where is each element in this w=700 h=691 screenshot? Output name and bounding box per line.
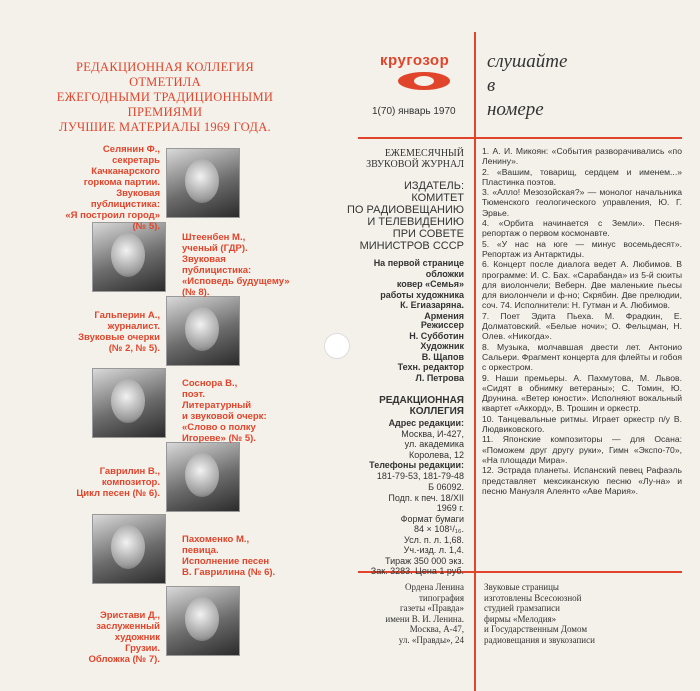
header-rule [358,137,682,139]
tagline: слушайте в номере [487,51,568,120]
contents-item: 11. Японские композиторы — для Осана: «Поможем друг другу руки», Гимн «Экспо-70», «На площади Мира». [482,434,682,465]
caption-galperin: Гальперин А., журналист. Звуковые очерки (№ 2, № 5). [78,310,160,354]
contents-item: 6. Концерт после диалога ведет А. Любимов. В программе: И. С. Бах. «Сарабанда» из 5-й сюиты для виолончели; Веберн. Две маленькие пьесы для виолончели и ф-но; Скрябин. Две прелюдии, соч. 74. Исполнители: Н. Гутман и А. Любимов. [482,259,682,311]
contents-item: 4. «Орбита начинается с Земли». Песня-репортаж о первом космонавте. [482,218,682,239]
photo-pakhomenko [92,514,166,584]
photo-sosnora [92,368,166,438]
contents-item: 12. Эстрада планеты. Испанский певец Рафаэль представляет мексиканскую песню «Лу-на» и песню Мануэля Алеянто «Аве Мария». [482,465,682,496]
publisher: ИЗДАТЕЛЬ: КОМИТЕТ ПО РАДИОВЕЩАНИЮ И ТЕЛЕВИДЕНИЮ ПРИ СОВЕТЕ МИНИСТРОВ СССР [346,180,464,252]
photo-eristavi [166,586,240,656]
caption-selyanin: Селянин Ф., секретарь Качканарского горкома партии. Звуковая публицистика: «Я построил город» (№ 5). [65,144,160,232]
photo-steenbeck [92,222,166,292]
journal-type: ЕЖЕМЕСЯЧНЫЙ ЗВУКОВОЙ ЖУРНАЛ [366,148,464,170]
contents-item: 1. А. И. Микоян: «События разворачивались «по Ленину». [482,146,682,167]
award-intro [40,60,290,135]
staff-credits: Режиссер Н. Субботин Художник В. Щапов Техн. редактор Л. Петрова [397,320,464,383]
contents-item: 2. «Вашим, товарищ, сердцем и именем...» Пластинка поэтов. [482,166,682,187]
editorial-address: Адрес редакции: Москва, И-427, ул. академика Королева, 12 Телефоны редакции: 181-79-53, 181-79-48 [369,418,464,481]
contents-item: 3. «Алло! Мезозойская?» — монолог начальника Тюменского геологического управления, Ю. Г. Эрвье. [482,187,682,218]
sound-pages-info: Звуковые страницы изготовлены Всесоюзной студией грамзаписи фирмы «Мелодия» и Государственным Домом радиовещания и звукозаписи [484,582,595,645]
contents-item: 7. Поет Эдита Пьеха. М. Фрадкин, Е. Долматовский. «Белые ночи»; О. Фельцман, Н. Олев. «Никогда». [482,310,682,342]
caption-sosnora: Соснора В., поэт. Литературный и звуковой очерк: «Слово о полку Игореве» (№ 5). [182,378,267,444]
photo-gavrilin [166,442,240,512]
issue-info: 1(70) январь 1970 [372,106,456,117]
contents-item: 9. Наши премьеры. А. Пахмутова, М. Львов. «Сидят в обнимку ветераны»; С. Томин, Ю. Друнина. «Ветер юности». Исполняют вокальный квартет «Аккорд», В. Трошин и оркестр. [482,372,682,414]
print-info: Б 06092. Подп. к печ. 18/XII 1969 г. Формат бумаги 84 × 108¹/₁₆. Усл. п. л. 1,68. Уч.-изд. л. 1,4. Тираж 350 000 экз. Зак. 3283. Цена 1 руб. [370,482,464,576]
contents-item: 5. «У нас на юге — минус восемьдесят». Репортаж из Антарктиды. [482,238,682,259]
record-hole [324,333,350,359]
intro-line: ЕЖЕГОДНЫМИ ТРАДИЦИОННЫМИ ПРЕМИЯМИ [56,90,274,119]
cover-credit: На первой странице обложки ковер «Семья» работы художника К. Егиазаряна. Армения [373,258,464,321]
intro-line: ЛУЧШИЕ МАТЕРИАЛЫ 1969 ГОДА. [59,120,271,134]
caption-pakhomenko: Пахоменко М., певица. Исполнение песен В. Гаврилина (№ 6). [182,534,276,578]
photo-galperin [166,296,240,366]
caption-steenbeck: Штеенбен М., ученый (ГДР). Звуковая публицистика: «Исповедь будущему» (№ 8). [182,232,290,298]
record-icon [398,72,450,90]
contents-item: 8. Музыка, молчавшая двести лет. Антонио Сальери. Фрагмент концерта для флейты и гобоя с оркестром. [482,341,682,373]
caption-eristavi: Эристави Д., заслуженный художник Грузии. Обложка (№ 7). [88,610,160,665]
contents-item: 10. Танцевальные ритмы. Играет оркестр п/у В. Людвиковского. [482,413,682,435]
contents-list [482,146,682,496]
photo-selyanin [166,148,240,218]
board-title: РЕДАКЦИОННАЯ КОЛЛЕГИЯ [379,395,464,417]
vertical-rule [474,32,476,691]
krugozor-logo [380,42,468,98]
logo-text: кругозор [380,52,450,69]
printer-info: Ордена Ленина типография газеты «Правда» имени В. И. Ленина. Москва, А-47, ул. «Правды», 24 [385,582,464,645]
caption-gavrilin: Гаврилин В., композитор. Цикл песен (№ 6). [76,466,160,499]
intro-line: РЕДАКЦИОННАЯ КОЛЛЕГИЯ ОТМЕТИЛА [75,60,255,89]
